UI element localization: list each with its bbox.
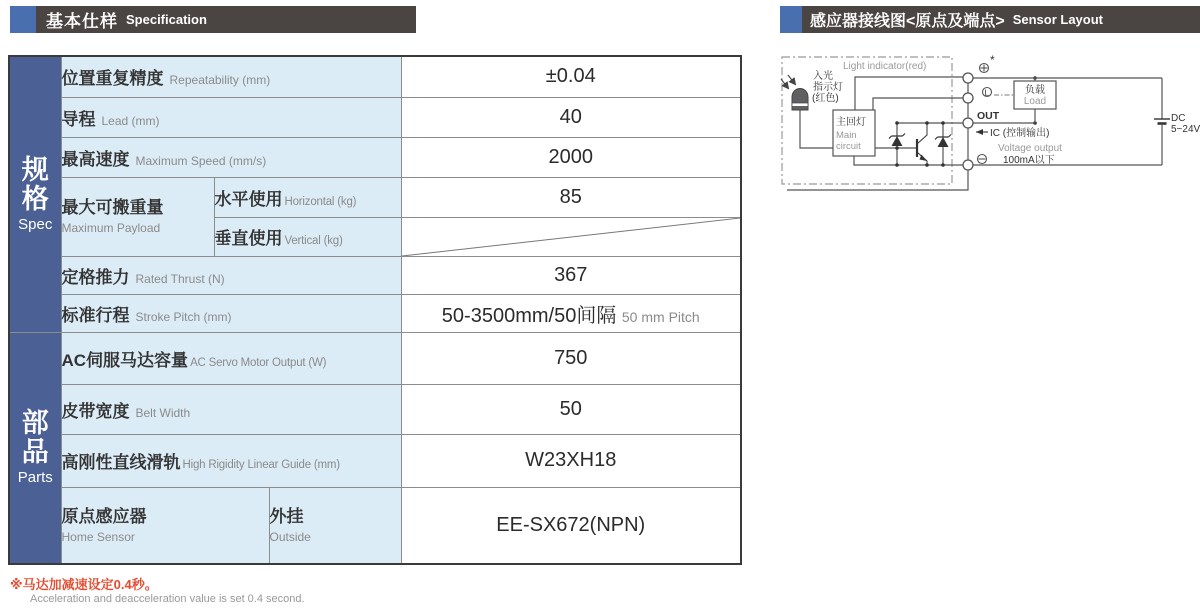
row-stroke-pitch-label: 标准行程 Stroke Pitch (mm) xyxy=(61,294,401,332)
dc-label-1: DC xyxy=(1171,113,1186,124)
spec-header-title xyxy=(36,6,416,33)
table-row xyxy=(9,56,741,97)
star-mark: * xyxy=(990,53,995,67)
row-max-speed-label: 最高速度 Maximum Speed (mm/s) xyxy=(61,137,401,177)
plus-symbol xyxy=(980,64,989,73)
led-icon xyxy=(781,75,808,110)
section-spec-zh1: 规 xyxy=(21,154,49,185)
main-circuit-en2: circuit xyxy=(836,141,861,152)
sensor-layout-header-bar xyxy=(780,6,1200,33)
section-parts-en: Parts xyxy=(17,469,53,487)
section-spec-en: Spec xyxy=(18,215,53,233)
terminal-strip xyxy=(963,73,973,170)
led-label-zh-1: 入光 xyxy=(813,71,833,82)
row-max-payload-label: 最大可搬重量 Maximum Payload xyxy=(61,177,214,256)
ic-label: IC (控制输出) xyxy=(990,128,1050,139)
table-row xyxy=(9,97,741,137)
ic-arrowhead xyxy=(976,129,983,135)
spec-header-en: Specification xyxy=(126,12,207,27)
row-repeatability-label: 位置重复精度 Repeatability (mm) xyxy=(61,56,401,97)
voltage-output-label: Voltage output xyxy=(998,143,1062,154)
row-vertical-label: 垂直使用 Vertical (kg) xyxy=(214,217,401,256)
load-label-en: Load xyxy=(1023,96,1047,107)
table-row xyxy=(9,256,741,294)
wire-led xyxy=(800,110,833,148)
table-row xyxy=(9,332,741,384)
l-symbol xyxy=(983,88,992,98)
row-lead-label: 导程 Lead (mm) xyxy=(61,97,401,137)
row-linear-guide-label: 高刚性直线滑轨 High Rigidity Linear Guide (mm) xyxy=(61,434,401,487)
zener-diode-icon xyxy=(889,123,905,165)
zener-diode-icon xyxy=(935,123,951,165)
load-label-zh: 负载 xyxy=(1025,85,1045,96)
section-parts xyxy=(9,332,61,564)
current-limit-label: 100mA以下 xyxy=(1003,155,1055,166)
main-circuit-en1: Main xyxy=(836,130,857,141)
row-repeatability-value: ±0.04 xyxy=(401,56,741,97)
section-parts-zh1: 部 xyxy=(21,408,49,439)
row-rated-thrust-value: 367 xyxy=(401,256,741,294)
row-servo-output-label: AC伺服马达容量 AC Servo Motor Output (W) xyxy=(61,332,401,384)
row-belt-width-label: 皮带宽度 Belt Width xyxy=(61,384,401,434)
table-row xyxy=(9,384,741,434)
svg-text:L: L xyxy=(984,88,989,98)
light-indicator-label: Light indicator(red) xyxy=(843,61,927,72)
motor-accel-note-zh: ※马达加减速设定0.4秒。 xyxy=(10,577,158,592)
row-belt-width-value: 50 xyxy=(401,384,741,434)
terminal-out-icon xyxy=(963,118,973,128)
row-home-sensor-mount: 外挂 Outside xyxy=(269,487,401,564)
blue-square-accent xyxy=(10,6,36,33)
spec-header-zh: 基本仕样 xyxy=(46,12,118,31)
row-home-sensor-label: 原点感应器 Home Sensor xyxy=(61,487,269,564)
row-home-sensor-value: EE-SX672(NPN) xyxy=(401,487,741,564)
row-stroke-pitch-value: 50-3500mm/50间隔 50 mm Pitch xyxy=(401,294,741,332)
minus-symbol xyxy=(978,155,987,164)
sensor-header-zh: 感应器接线图<原点及端点> xyxy=(810,13,1005,30)
row-vertical-value-na xyxy=(401,217,741,256)
na-diagonal-line xyxy=(402,218,741,256)
wire-minus xyxy=(854,156,963,165)
wire-l xyxy=(873,98,963,110)
motor-accel-note-en: Acceleration and deacceleration value is set 0.4 second. xyxy=(30,593,305,605)
main-circuit-zh: 主回灯 xyxy=(836,117,866,128)
specification-table xyxy=(8,55,742,565)
led-label-zh-3: (红色) xyxy=(812,93,839,104)
row-linear-guide-value: W23XH18 xyxy=(401,434,741,487)
section-spec-zh2: 格 xyxy=(21,183,49,214)
row-horizontal-value: 85 xyxy=(401,177,741,217)
sensor-layout-header-title xyxy=(802,6,1200,33)
battery-icon xyxy=(1154,78,1170,165)
row-horizontal-label: 水平使用 Horizontal (kg) xyxy=(214,177,401,217)
led-label-zh-2: 指示灯 xyxy=(813,82,843,93)
blue-square-accent xyxy=(780,6,802,33)
row-lead-value: 40 xyxy=(401,97,741,137)
table-row xyxy=(9,137,741,177)
terminal-plus-icon xyxy=(963,73,973,83)
sensor-header-en: Sensor Layout xyxy=(1012,12,1103,27)
sensor-wiring-diagram xyxy=(775,48,1200,208)
terminal-l-icon xyxy=(963,93,973,103)
table-row xyxy=(9,177,741,217)
wire-plus xyxy=(855,77,963,110)
dc-label-2: 5~24V xyxy=(1171,124,1200,135)
out-label: OUT xyxy=(977,110,1000,122)
row-max-speed-value: 2000 xyxy=(401,137,741,177)
wire-case xyxy=(787,170,968,190)
table-row xyxy=(9,487,741,564)
section-parts-zh2: 品 xyxy=(21,437,49,468)
table-row xyxy=(9,294,741,332)
row-servo-output-value: 750 xyxy=(401,332,741,384)
section-spec xyxy=(9,56,61,332)
spec-header-bar xyxy=(10,6,416,33)
table-row xyxy=(9,434,741,487)
transistor-icon xyxy=(917,123,927,165)
row-rated-thrust-label: 定格推力 Rated Thrust (N) xyxy=(61,256,401,294)
terminal-minus-icon xyxy=(963,160,973,170)
